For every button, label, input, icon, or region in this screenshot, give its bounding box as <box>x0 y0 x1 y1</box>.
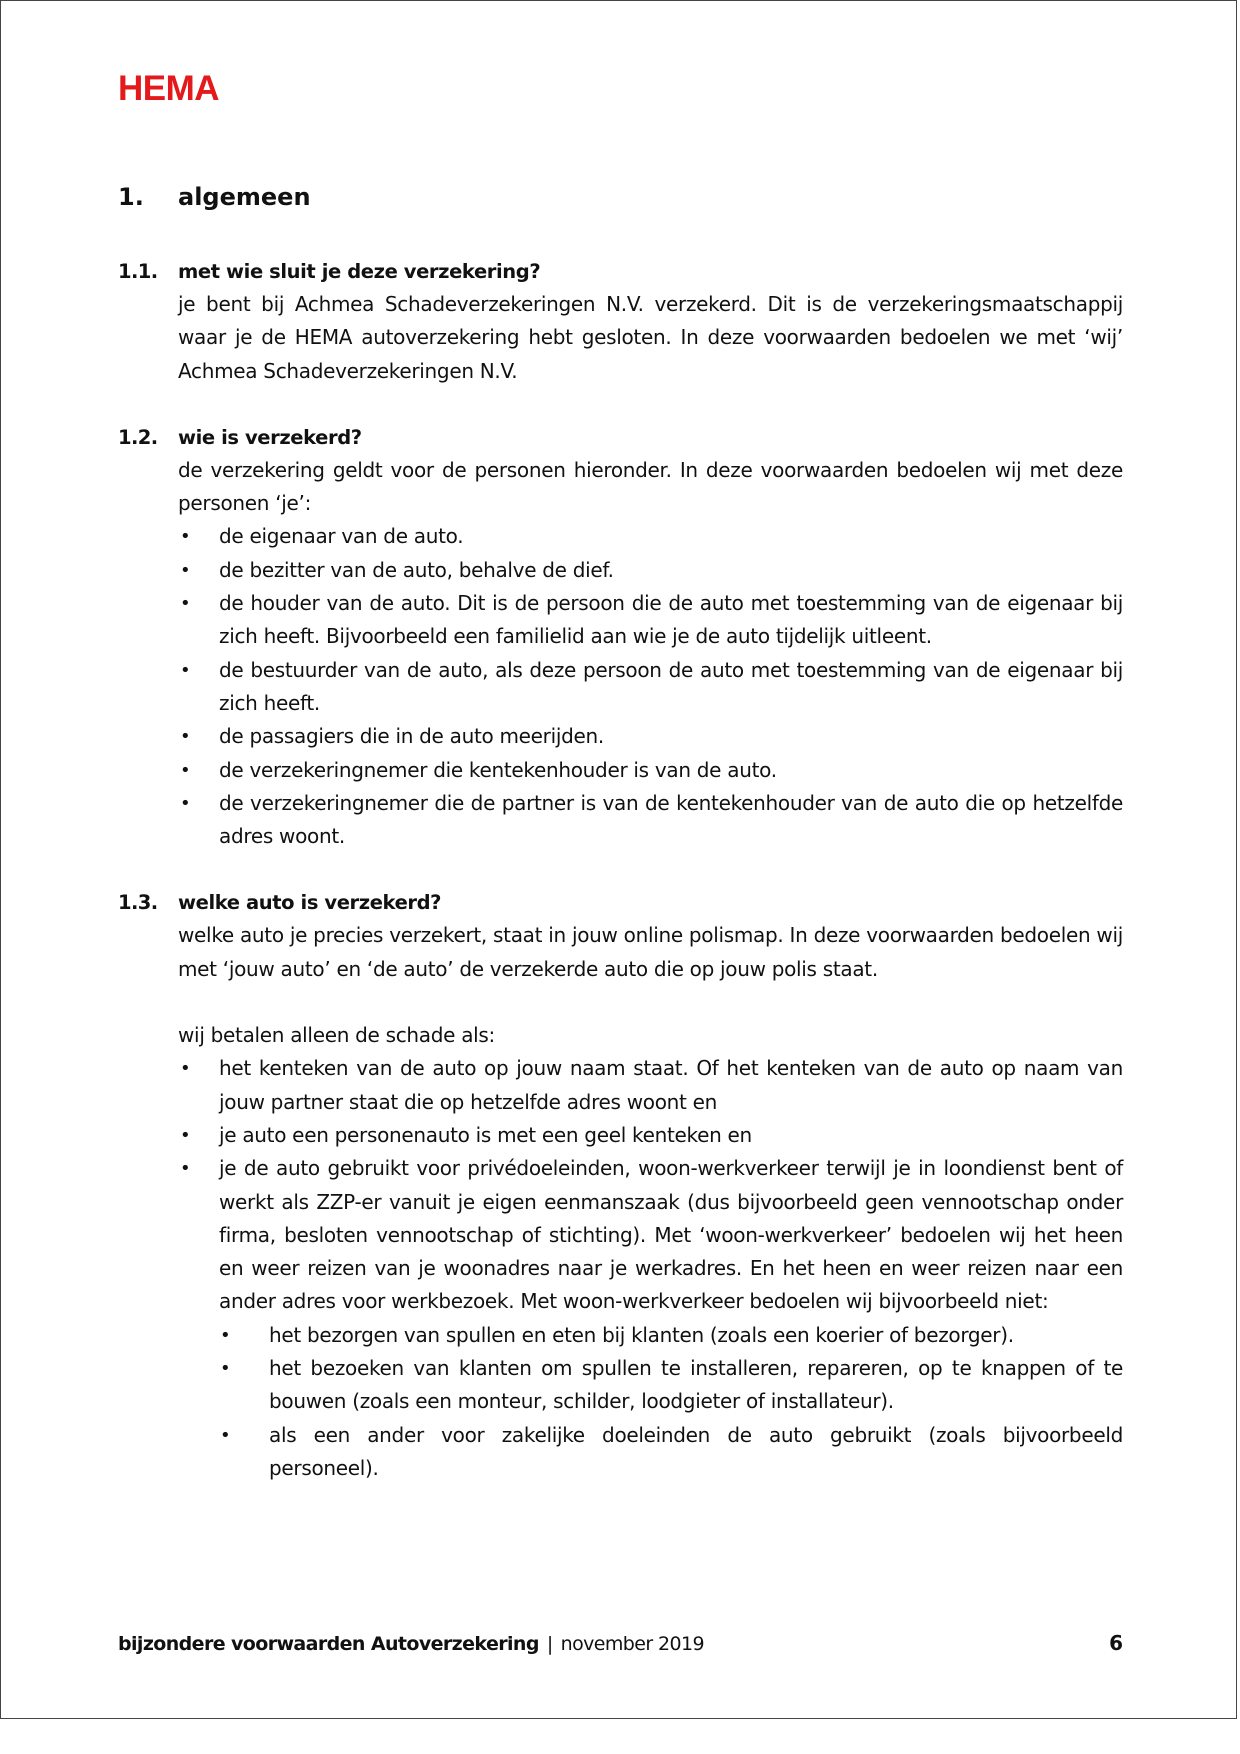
chapter-number: 1. <box>118 183 144 211</box>
list-item-text: de bestuurder van de auto, als deze persoon de auto met toestemming van de eigenaar bij zich heeft. <box>219 657 1123 715</box>
page-number: 6 <box>1109 1631 1123 1655</box>
section-1-3 <box>118 886 1123 1485</box>
list-item <box>178 654 1123 721</box>
section-number: 1.3. <box>118 891 158 915</box>
list-item <box>178 787 1123 854</box>
list-item-text: het bezorgen van spullen en eten bij klanten (zoals een koerier of bezorger). <box>269 1322 1014 1347</box>
bullet-icon: • <box>180 659 191 681</box>
bullet-icon: • <box>220 1324 231 1346</box>
paragraph: je bent bij Achmea Schadeverzekeringen N.V. verzekerd. Dit is de verzekeringsmaatschappij waar je de HEMA autoverzekering hebt gesloten. In deze voorwaarden bedoelen we met ‘wij’ Achmea Schadeverzekeringen N.V. <box>178 292 1123 383</box>
nested-list-item <box>178 1319 1123 1352</box>
section-1-1 <box>118 255 1123 388</box>
section-body <box>178 454 1123 854</box>
footer-document-info <box>118 1633 704 1655</box>
chapter-heading <box>118 181 1123 213</box>
bullet-icon: • <box>180 593 191 615</box>
list-item-text: de bezitter van de auto, behalve de dief. <box>219 557 614 582</box>
section-title: met wie sluit je deze verzekering? <box>178 260 541 283</box>
list-item-text: de eigenaar van de auto. <box>219 524 464 549</box>
list-item <box>178 754 1123 787</box>
section-heading <box>118 421 1123 454</box>
list-item-text: de verzekeringnemer die kentekenhouder is van de auto. <box>219 757 777 782</box>
section-1-2 <box>118 421 1123 854</box>
list-item <box>178 1119 1123 1152</box>
list-item-text: je auto een personenauto is met een geel kenteken en <box>219 1122 752 1147</box>
bullet-icon: • <box>180 526 191 548</box>
footer-date: november 2019 <box>560 1633 704 1655</box>
section-heading <box>118 255 1123 288</box>
nested-list-item <box>178 1419 1123 1486</box>
footer-separator: | <box>546 1633 553 1655</box>
nested-list-item <box>178 1352 1123 1419</box>
section-heading <box>118 886 1123 919</box>
insured-persons-list <box>178 520 1123 853</box>
bullet-icon: • <box>180 1158 191 1180</box>
bullet-icon: • <box>180 759 191 781</box>
section-number: 1.2. <box>118 425 158 449</box>
paragraph-gap <box>178 986 1123 1019</box>
bullet-icon: • <box>180 1124 191 1146</box>
list-item-text: je de auto gebruikt voor privédoeleinden, woon-werkverkeer terwijl je in loondienst bent of werkt als ZZP-er vanuit je eigen eenmanszaak (dus bijvoorbeeld geen vennootschap onder firma, besloten vennootschap of stichting). Met ‘woon-werkverkeer’ bedoelen wij het heen en weer reizen van je woonadres naar je werkadres. En het heen en weer reizen naar een ander adres voor werkbezoek. Met woon-werkverkeer bedoelen wij bijvoorbeeld niet: <box>219 1156 1123 1314</box>
list-item <box>178 720 1123 753</box>
list-item-text: het bezoeken van klanten om spullen te installeren, repareren, op te knappen of te bouwen (zoals een monteur, schilder, loodgieter of installateur). <box>269 1356 1123 1414</box>
list-item-text: het kenteken van de auto op jouw naam staat. Of het kenteken van de auto op naam van jouw partner staat die op hetzelfde adres woont en <box>219 1056 1123 1114</box>
section-title: wie is verzekerd? <box>178 425 362 449</box>
list-item <box>178 554 1123 587</box>
hema-logo: HEMA <box>118 69 220 108</box>
paragraph: wij betalen alleen de schade als: <box>178 1023 495 1048</box>
list-item <box>178 1152 1123 1318</box>
bullet-icon: • <box>180 726 191 748</box>
footer-document-title: bijzondere voorwaarden Autoverzekering <box>118 1633 539 1655</box>
list-item-text: de houder van de auto. Dit is de persoon die de auto met toestemming van de eigenaar bij zich heeft. Bijvoorbeeld een familielid aan wie je de auto tijdelijk uitleent. <box>219 591 1123 649</box>
list-item-text: als een ander voor zakelijke doeleinden de auto gebruikt (zoals bijvoorbeeld personeel). <box>269 1422 1123 1480</box>
bullet-icon: • <box>220 1424 231 1446</box>
list-item <box>178 587 1123 654</box>
section-body <box>178 288 1123 388</box>
bullet-icon: • <box>220 1358 231 1380</box>
bullet-icon: • <box>180 1058 191 1080</box>
list-item <box>178 1052 1123 1119</box>
chapter-title: algemeen <box>178 183 311 211</box>
paragraph: de verzekering geldt voor de personen hieronder. In deze voorwaarden bedoelen wij met deze personen ‘je’: <box>178 457 1123 516</box>
bullet-icon: • <box>180 792 191 814</box>
page-content <box>118 181 1123 1518</box>
paragraph: welke auto je precies verzekert, staat in jouw online polismap. In deze voorwaarden bedoelen wij met ‘jouw auto’ en ‘de auto’ de verzekerde auto die op jouw polis staat. <box>178 923 1123 981</box>
conditions-list <box>178 1052 1123 1318</box>
section-body <box>178 919 1123 1485</box>
section-title: welke auto is verzekerd? <box>178 891 442 915</box>
list-item <box>178 520 1123 553</box>
list-item-text: de passagiers die in de auto meerijden. <box>219 724 604 749</box>
list-item-text: de verzekeringnemer die de partner is van de kentekenhouder van de auto die op hetzelfde adres woont. <box>219 790 1123 849</box>
excluded-use-list <box>178 1319 1123 1485</box>
bullet-icon: • <box>180 559 191 581</box>
section-number: 1.1. <box>118 260 158 283</box>
page-footer <box>118 1631 1123 1655</box>
